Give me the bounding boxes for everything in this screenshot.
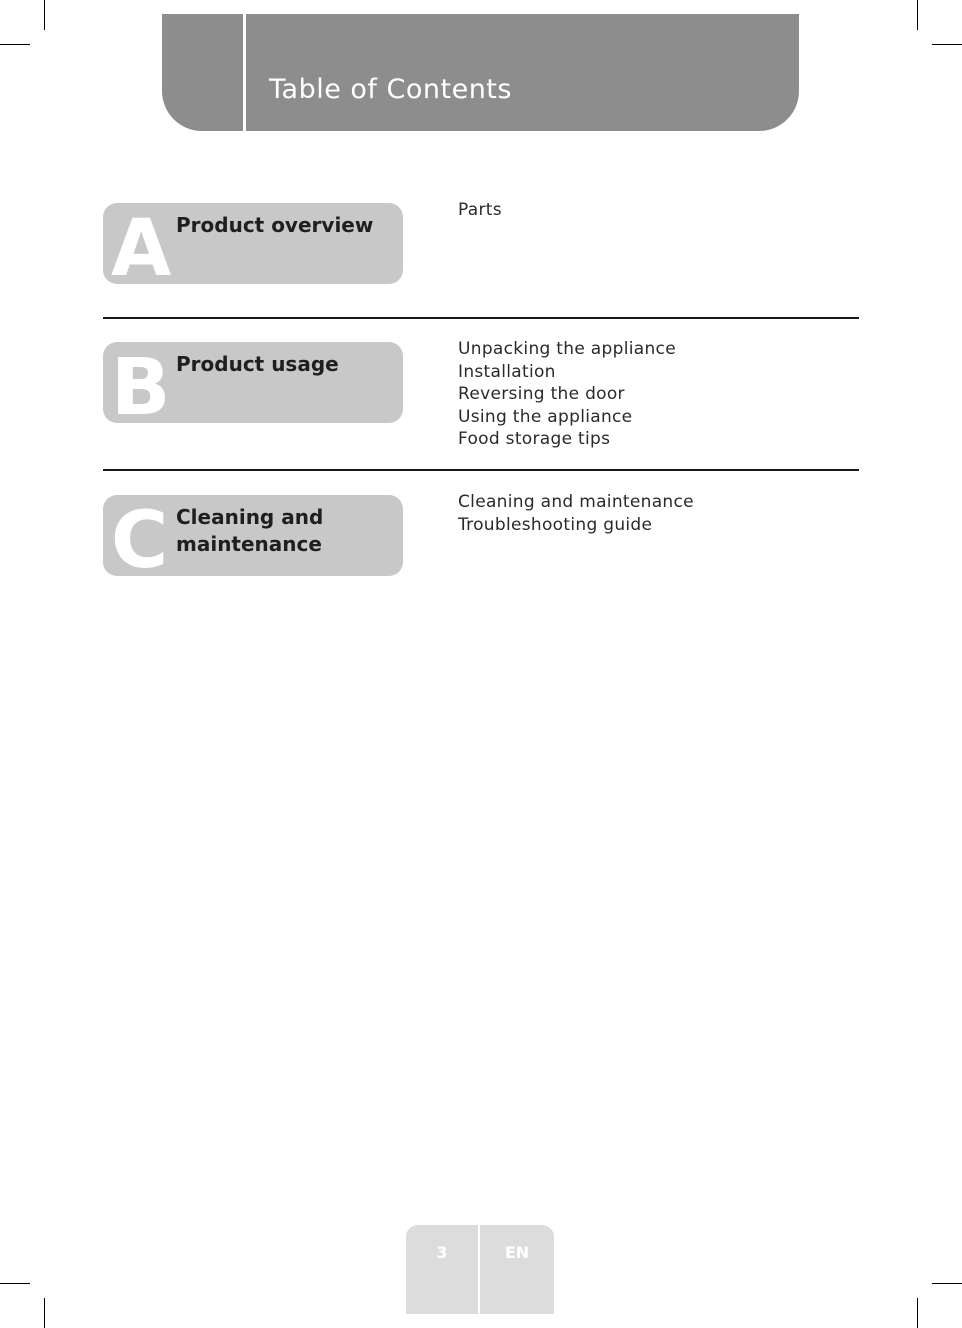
- section-c-box: [103, 495, 403, 576]
- page-footer-tab: [406, 1225, 554, 1314]
- crop-mark: [917, 1298, 918, 1328]
- crop-mark: [917, 0, 918, 30]
- toc-entry-using-appliance[interactable]: Using the appliance: [458, 406, 633, 427]
- section-a-items: [458, 199, 858, 222]
- section-c-title: [176, 504, 396, 558]
- header-divider: [243, 14, 246, 131]
- toc-entry-food-storage[interactable]: Food storage tips: [458, 429, 611, 450]
- crop-mark: [932, 44, 962, 45]
- section-c-title-line1: Cleaning and: [176, 505, 324, 529]
- section-b-title: Product usage: [176, 352, 339, 376]
- crop-mark: [44, 1298, 45, 1328]
- crop-mark: [0, 44, 30, 45]
- toc-entry-parts[interactable]: Parts: [458, 200, 502, 220]
- crop-mark: [0, 1283, 30, 1284]
- language-code: EN: [504, 1243, 530, 1262]
- section-a-title: Product overview: [176, 213, 374, 237]
- toc-entry-unpacking[interactable]: Unpacking the appliance: [458, 339, 676, 359]
- section-b-letter: B: [111, 343, 171, 423]
- page-title: Table of Contents: [269, 74, 512, 105]
- page-header: [162, 14, 799, 131]
- toc-entry-installation[interactable]: Installation: [458, 361, 556, 382]
- crop-mark: [932, 1283, 962, 1284]
- footer-divider: [478, 1225, 480, 1314]
- section-divider: [103, 469, 859, 471]
- section-a-letter: A: [111, 204, 172, 284]
- crop-mark: [44, 0, 45, 30]
- section-divider: [103, 317, 859, 319]
- section-a-box: [103, 203, 403, 284]
- toc-entry-cleaning[interactable]: Cleaning and maintenance: [458, 492, 694, 512]
- section-c-title-line2: maintenance: [176, 532, 322, 556]
- section-b-box: [103, 342, 403, 423]
- page-number: 3: [436, 1243, 448, 1262]
- section-c-items: [458, 491, 858, 536]
- section-c-letter: C: [111, 496, 169, 576]
- toc-entry-reversing-door[interactable]: Reversing the door: [458, 384, 625, 405]
- section-b-items: [458, 338, 858, 451]
- toc-entry-troubleshooting[interactable]: Troubleshooting guide: [458, 514, 653, 535]
